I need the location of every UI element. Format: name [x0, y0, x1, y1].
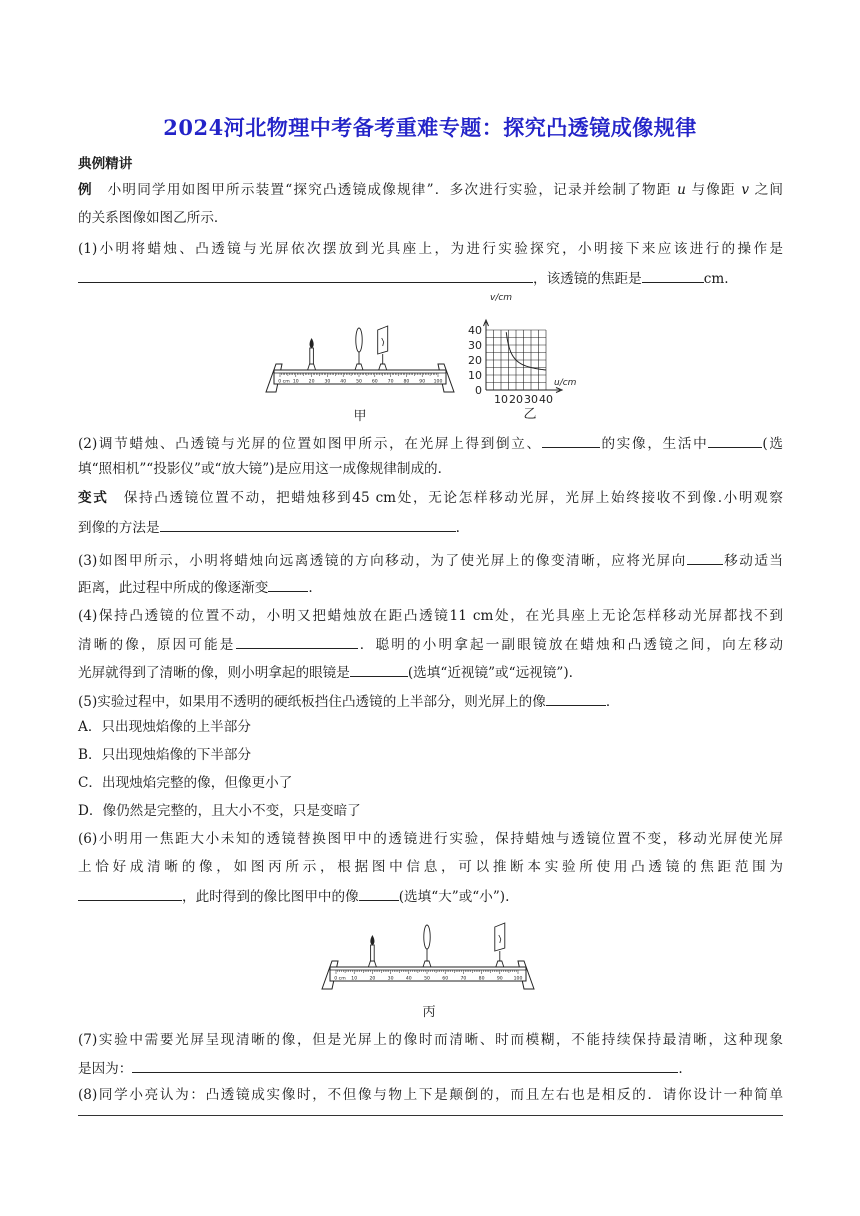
q4-text-c: 光屏就得到了清晰的像，则小明拿起的眼镜是	[78, 665, 350, 681]
q7-line-1: (7)实验中需要光屏呈现清晰的像，但是光屏上的像时而清晰、时而模糊，不能持续保持最清晰，这种现象	[78, 1032, 783, 1048]
jia-scale-label: 30	[324, 379, 331, 385]
q4-text-d: (选填“近视镜”或“远视镜”).	[407, 665, 573, 681]
bing-screen-holder	[496, 961, 504, 967]
q5-line-1	[78, 691, 783, 711]
figure-yi-graph	[460, 292, 610, 404]
q5-option-a[interactable]: A．只出现烛焰像的上半部分	[78, 719, 251, 735]
page-title: 2024河北物理中考备考重难专题：探究凸透镜成像规律	[163, 115, 697, 140]
bing-scale-label: 60	[442, 976, 449, 982]
variant-text: 保持凸透镜位置不动，把蜡烛移到45 cm处，无论怎样移动光屏，光屏上始终接收不到像.小明观察	[108, 490, 783, 506]
yi-x-tick-label: 40	[539, 393, 553, 404]
variant-line-2	[78, 517, 783, 537]
jia-scale-label: 50	[356, 379, 362, 385]
yi-y-tick-label: 0	[475, 384, 482, 397]
example-u: u	[677, 182, 686, 198]
figure-bing-optical-bench	[318, 913, 538, 1003]
yi-x-label: u/cm	[554, 378, 577, 388]
jia-scale-label: 90	[419, 379, 426, 385]
q5-text: (5)实验过程中，如果用不透明的硬纸板挡住凸透镜的上半部分，则光屏上的像	[78, 694, 546, 710]
bing-scale-label: 0 cm	[334, 976, 346, 982]
variant-label: 变式	[78, 490, 109, 506]
yi-curve	[506, 332, 546, 370]
q7-text: 是因为：	[78, 1061, 133, 1077]
bing-scale-label: 10	[351, 976, 358, 982]
q3-line-2	[78, 577, 783, 597]
q4-line-2	[78, 634, 783, 654]
q1-line-1: (1)小明将蜡烛、凸透镜与光屏依次摆放到光具座上，为进行实验探究，小明接下来应该进行的操作是	[78, 241, 783, 257]
q6-line-3	[78, 886, 783, 906]
q2-text-c: (选	[762, 436, 783, 452]
q1-text-focal: ，该透镜的焦距是	[533, 271, 642, 287]
q2-blank-device[interactable]	[708, 433, 762, 448]
bing-scale-label: 100	[513, 976, 523, 982]
bing-scale-label: 20	[369, 976, 376, 982]
q5-option-b[interactable]: B．只出现烛焰像的下半部分	[78, 747, 252, 763]
bing-scale-label: 50	[424, 976, 430, 982]
q1-blank-operation[interactable]	[78, 268, 533, 283]
yi-y-tick-label: 20	[468, 354, 482, 367]
jia-screen-holder	[379, 364, 387, 370]
q6-line-1: (6)小明用一焦距大小未知的透镜替换图甲中的透镜进行实验，保持蜡烛与透镜位置不变，移动光屏使光屏	[78, 831, 783, 847]
section-heading: 典例精讲	[78, 156, 133, 172]
jia-scale-label: 60	[371, 379, 378, 385]
bottom-divider	[78, 1115, 783, 1116]
yi-x-tick-label: 20	[509, 393, 523, 404]
figure-yi-caption: 乙	[523, 407, 537, 422]
q4-line-3	[78, 662, 783, 682]
q3-text-b: 移动适当	[722, 553, 783, 569]
figure-bing-caption: 丙	[422, 1005, 436, 1020]
variant-line-1	[78, 489, 783, 507]
q6-text-a: ，此时得到的像比图甲中的像	[182, 889, 359, 905]
bing-lens-holder	[423, 961, 431, 967]
jia-scale-label: 70	[387, 379, 394, 385]
jia-flame-icon	[310, 338, 314, 348]
bing-scale-label: 30	[387, 976, 394, 982]
q1-blank-focal[interactable]	[642, 268, 704, 283]
q7-line-2	[78, 1058, 783, 1078]
variant-text-2: 到像的方法是	[78, 520, 160, 536]
example-v: v	[741, 182, 750, 198]
example-end: 之间	[754, 182, 783, 198]
q2-text-b: 的实像，生活中	[599, 436, 709, 452]
q4-text-a: 清晰的像，原因可能是	[78, 637, 236, 653]
q8-line-1: (8)同学小亮认为：凸透镜成实像时，不但像与物上下是颠倒的，而且左右也是相反的．请你设计一种简单	[78, 1087, 783, 1103]
yi-y-label: v/cm	[490, 293, 513, 303]
q4-blank-glasses[interactable]	[350, 662, 408, 677]
q1-line-2	[78, 268, 783, 288]
q2-line-2: 填“照相机”“投影仪”或“放大镜”)是应用这一成像规律制成的．	[78, 461, 452, 477]
variant-end: .	[455, 520, 460, 536]
q5-option-d[interactable]: D．像仍然是完整的，且大小不变，只是变暗了	[78, 803, 361, 819]
yi-y-tick-label: 40	[468, 324, 482, 337]
bing-candle-holder	[368, 961, 376, 967]
variant-blank-method[interactable]	[160, 517, 456, 532]
jia-scale-label: 20	[308, 379, 315, 385]
jia-candle-holder	[308, 364, 316, 370]
q6-text-b: (选填“大”或“小”).	[398, 889, 510, 905]
bing-scale-label: 70	[460, 976, 467, 982]
q4-blank-reason[interactable]	[236, 634, 358, 649]
jia-lens-icon	[356, 328, 362, 352]
yi-x-tick-label: 10	[494, 393, 508, 404]
q7-end: .	[678, 1061, 683, 1077]
q5-end: ．	[605, 694, 620, 710]
jia-scale-label: 0 cm	[278, 379, 290, 385]
q2-text-a: (2)调节蜡烛、凸透镜与光屏的位置如图甲所示，在光屏上得到倒立、	[78, 436, 542, 452]
q3-blank-size[interactable]	[268, 577, 308, 592]
jia-scale-label: 100	[433, 379, 443, 385]
q2-line-1	[78, 433, 783, 453]
q7-blank-reason[interactable]	[132, 1058, 678, 1073]
example-mid: 与像距	[691, 182, 736, 198]
yi-x-tick-label: 30	[524, 393, 538, 404]
yi-y-tick-label: 10	[468, 369, 482, 382]
q5-blank-answer[interactable]	[546, 691, 606, 706]
q5-option-c[interactable]: C．出现烛焰完整的像，但像更小了	[78, 775, 293, 791]
bing-scale-label: 90	[496, 976, 503, 982]
figure-jia-caption: 甲	[353, 409, 367, 424]
q2-blank-image-type[interactable]	[542, 433, 600, 448]
q3-text-c: 距离，此过程中所成的像逐渐变	[78, 580, 269, 596]
jia-scale-label: 10	[292, 379, 299, 385]
example-text: 小明同学用如图甲所示装置“探究凸透镜成像规律”．多次进行实验，记录并绘制了物距	[92, 182, 672, 198]
jia-scale-label: 40	[340, 379, 347, 385]
jia-candle-body	[310, 348, 314, 364]
bing-scale-label: 40	[405, 976, 412, 982]
example-line-2: 的关系图像如图乙所示．	[78, 210, 228, 226]
q4-line-1: (4)保持凸透镜的位置不动，小明又把蜡烛放在距凸透镜11 cm处，在光具座上无论怎样移动光屏都找不到	[78, 608, 783, 624]
jia-scale-label: 80	[403, 379, 410, 385]
figure-jia-optical-bench	[262, 320, 458, 402]
example-label: 例	[78, 182, 93, 198]
q3-blank-direction[interactable]	[687, 550, 723, 565]
bing-candle-body	[371, 945, 375, 961]
bing-flame-icon	[370, 935, 374, 945]
bing-scale-label: 80	[478, 976, 485, 982]
bing-lens-icon	[424, 925, 430, 949]
q1-unit: cm.	[703, 271, 729, 287]
q6-line-2: 上恰好成清晰的像，如图丙所示，根据图中信息，可以推断本实验所使用凸透镜的焦距范围为	[78, 859, 783, 875]
yi-y-tick-label: 30	[468, 339, 482, 352]
q6-blank-range[interactable]	[78, 886, 182, 901]
q3-end: .	[308, 580, 313, 596]
q4-text-b: ．聪明的小明拿起一副眼镜放在蜡烛和凸透镜之间，向左移动	[357, 637, 784, 653]
q3-line-1	[78, 550, 783, 570]
q6-blank-size[interactable]	[359, 886, 399, 901]
q3-text-a: (3)如图甲所示，小明将蜡烛向远离透镜的方向移动，为了使光屏上的像变清晰，应将光屏向	[78, 553, 687, 569]
example-line-1	[78, 181, 783, 199]
jia-lens-holder	[355, 364, 363, 370]
